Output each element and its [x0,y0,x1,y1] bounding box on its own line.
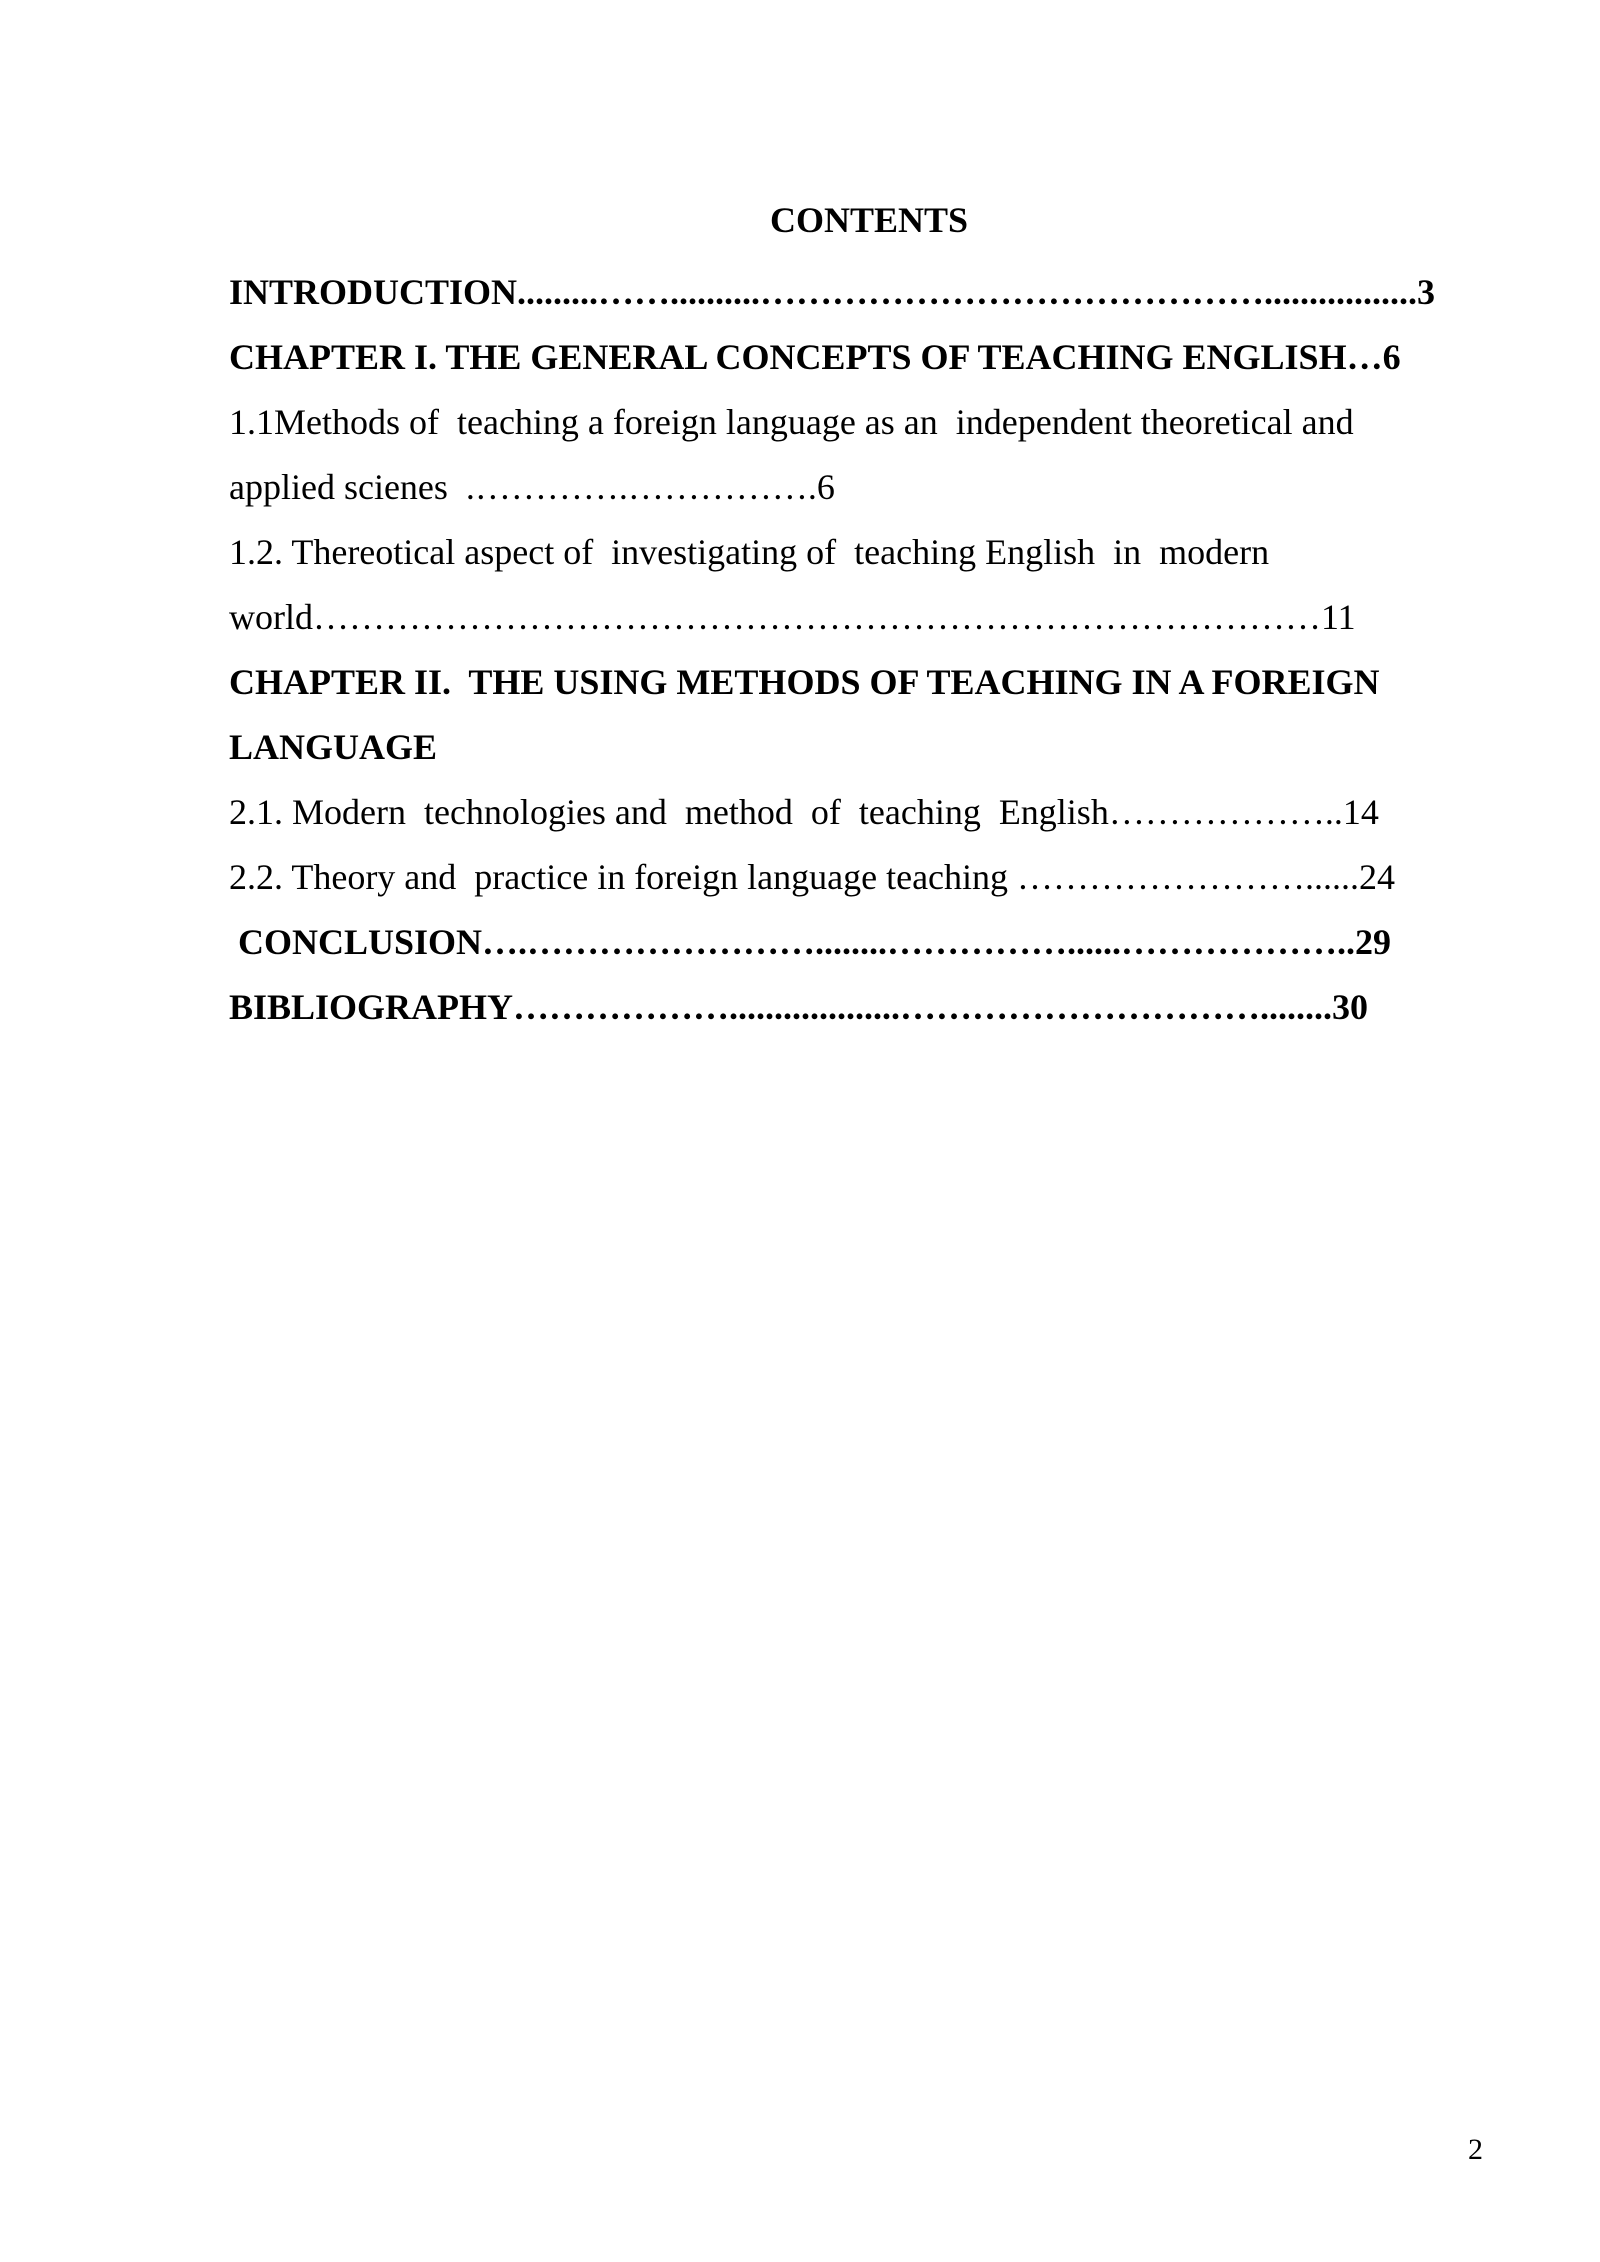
toc-entry-section-1-1-line-2: applied scienes .………….…………….6 [229,467,835,507]
toc-entry-section-1-2-line-1: 1.2. Thereotical aspect of investigating of teaching English in modern [229,532,1270,572]
toc-entry-chapter-2-line-1: CHAPTER II. THE USING METHODS OF TEACHING IN A FOREIGN [229,662,1380,702]
toc-entry-section-1-1-line-1: 1.1Methods of teaching a foreign language as an independent theoretical and [229,402,1354,442]
table-of-contents [229,196,1469,1040]
toc-entry-section-2-2: 2.2. Theory and practice in foreign language teaching ……………………......24 [229,857,1396,897]
page-number: 2 [1468,2133,1483,2166]
toc-entry-chapter-2-line-2: LANGUAGE [229,727,438,767]
toc-entry-section-1-2-line-2: world…………………………………………………………………………11 [229,597,1356,637]
toc-entry-chapter-1: CHAPTER I. THE GENERAL CONCEPTS OF TEACHING ENGLISH…6 [229,337,1401,377]
toc-entry-section-2-1: 2.1. Modern technologies and method of teaching English………………..14 [229,792,1379,832]
toc-entry-conclusion: CONCLUSION….……………………........……………......………………..29 [229,922,1392,962]
toc-entry-introduction: INTRODUCTION.........……..........…………………………………….................3 [229,272,1436,312]
toc-entry-bibliography: BIBLIOGRAPHY………………...................…………………………........30 [229,987,1369,1027]
contents-title: CONTENTS [769,200,969,240]
